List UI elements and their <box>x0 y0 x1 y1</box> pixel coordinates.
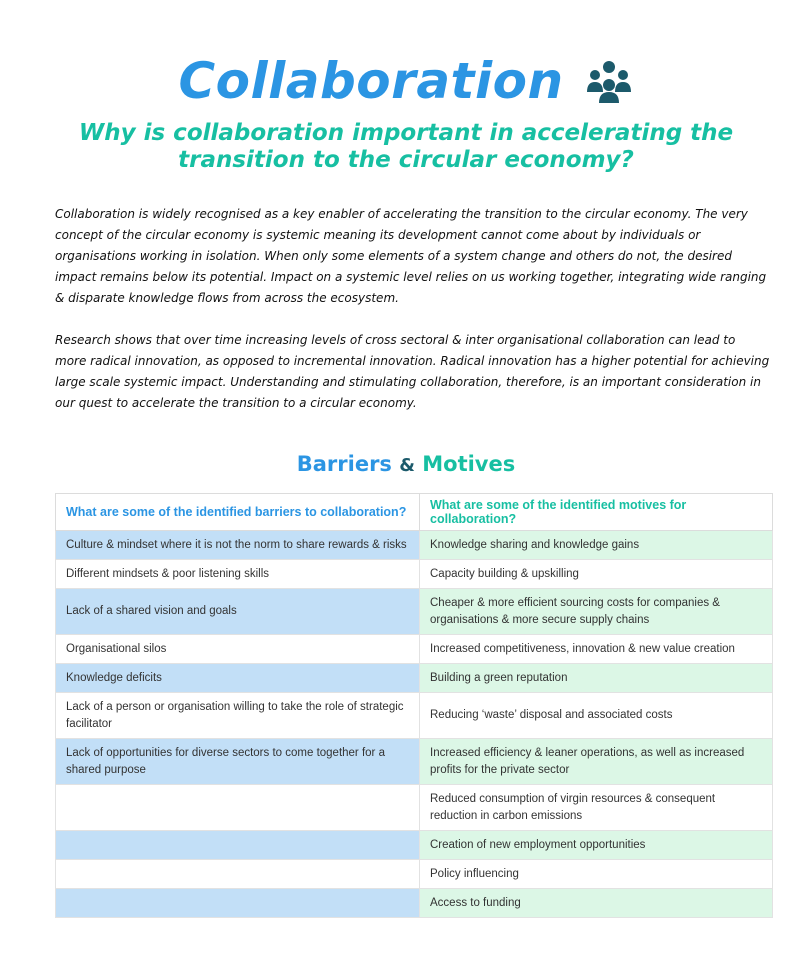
motive-cell: Increased efficiency & leaner operations, as well as increased profits for the private sector <box>420 739 773 785</box>
barrier-cell: Different mindsets & poor listening skills <box>56 560 420 589</box>
motive-cell: Knowledge sharing and knowledge gains <box>420 531 773 560</box>
motive-cell: Policy influencing <box>420 860 773 889</box>
motive-cell: Building a green reputation <box>420 664 773 693</box>
subtitle: Why is collaboration important in accelerating the transition to the circular economy? <box>78 120 734 173</box>
barrier-cell: Knowledge deficits <box>56 664 420 693</box>
barriers-header: What are some of the identified barriers to collaboration? <box>56 494 420 531</box>
table-row <box>56 635 773 664</box>
motive-cell: Cheaper & more efficient sourcing costs for companies & organisations & more secure supply chains <box>420 589 773 635</box>
barrier-cell <box>56 889 420 918</box>
page-title: Collaboration <box>178 52 564 110</box>
motive-cell: Access to funding <box>420 889 773 918</box>
motive-cell: Creation of new employment opportunities <box>420 831 773 860</box>
research-paragraph: Research shows that over time increasing levels of cross sectoral & inter organisational collaboration can lead to more radical innovation, as opposed to incremental innovation. Radical innovation has a higher potential for achieving large scale systemic impact. Understanding and stimulating collaboration, therefore, is an important consideration in our quest to accelerate the transition to a circular economy. <box>55 333 770 410</box>
barrier-cell: Lack of opportunities for diverse sectors to come together for a shared purpose <box>56 739 420 785</box>
table-row <box>56 785 773 831</box>
table-row <box>56 739 773 785</box>
table-row <box>56 560 773 589</box>
table-row <box>56 889 773 918</box>
section-title-motives: Motives <box>422 452 516 476</box>
motive-cell: Capacity building & upskilling <box>420 560 773 589</box>
barrier-cell <box>56 831 420 860</box>
section-title <box>0 452 812 476</box>
barrier-cell <box>56 785 420 831</box>
group-of-people-icon <box>584 58 634 104</box>
barrier-cell: Organisational silos <box>56 635 420 664</box>
section-title-ampersand: & <box>399 455 415 476</box>
table-row <box>56 860 773 889</box>
title-bar <box>0 46 812 116</box>
motives-header: What are some of the identified motives for collaboration? <box>420 494 773 531</box>
barrier-cell: Culture & mindset where it is not the norm to share rewards & risks <box>56 531 420 560</box>
barrier-cell: Lack of a shared vision and goals <box>56 589 420 635</box>
table-row <box>56 664 773 693</box>
motive-cell: Reducing ‘waste’ disposal and associated costs <box>420 693 773 739</box>
barrier-cell <box>56 860 420 889</box>
table-row <box>56 531 773 560</box>
table-row <box>56 589 773 635</box>
motive-cell: Increased competitiveness, innovation & new value creation <box>420 635 773 664</box>
barrier-cell: Lack of a person or organisation willing to take the role of strategic facilitator <box>56 693 420 739</box>
section-title-barriers: Barriers <box>296 452 392 476</box>
table-header-row <box>56 494 773 531</box>
table-row <box>56 831 773 860</box>
intro-paragraph: Collaboration is widely recognised as a key enabler of accelerating the transition to the circular economy. The very concept of the circular economy is systemic meaning its development cannot come about by individuals or organisations working in isolation. When only some elements of a system change and others do not, the desired impact remains below its potential. Impact on a systemic level relies on us working together, integrating wide ranging & disparate knowledge flows from across the ecosystem. <box>55 207 767 305</box>
barriers-motives-table <box>55 493 773 918</box>
motive-cell: Reduced consumption of virgin resources & consequent reduction in carbon emissions <box>420 785 773 831</box>
table-row <box>56 693 773 739</box>
